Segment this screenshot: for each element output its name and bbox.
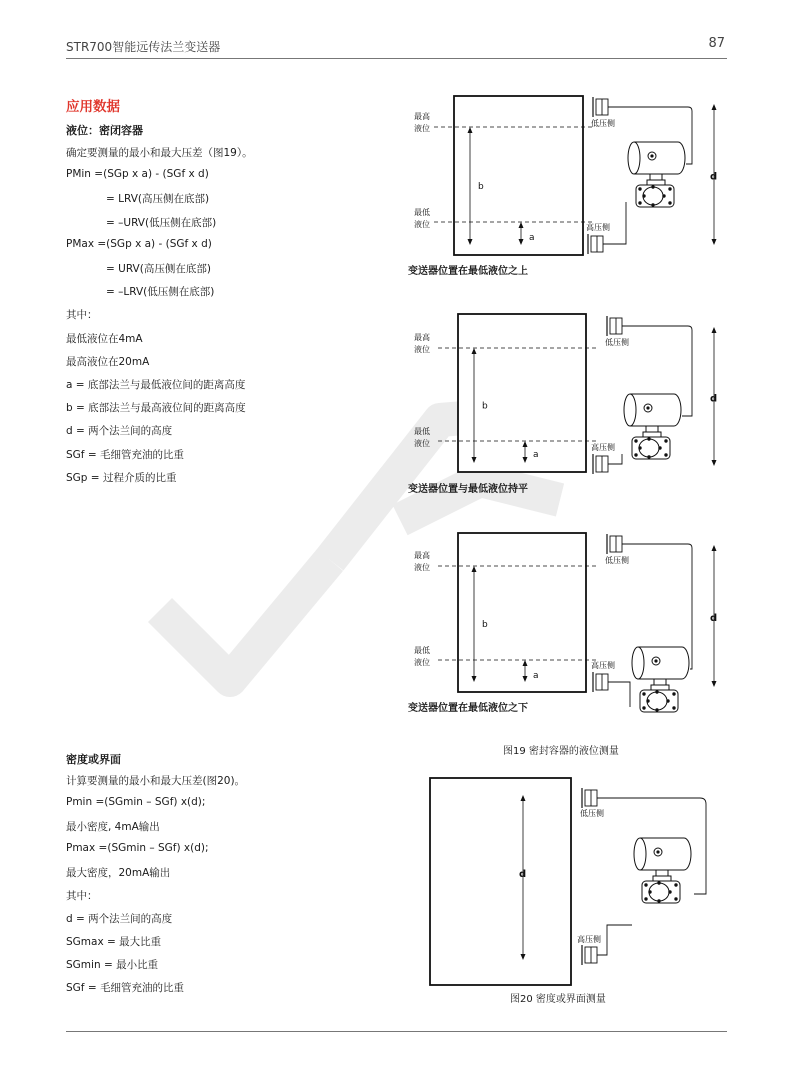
text-line: d = 两个法兰间的高度 — [66, 425, 173, 438]
b-label: b — [482, 620, 488, 630]
text-line: = –LRV(低压侧在底部) — [106, 286, 215, 299]
text-line: 计算要测量的最小和最大压差(图20)。 — [66, 775, 246, 787]
text-line: 最低液位在4mA — [66, 332, 143, 345]
density-diagram — [430, 778, 706, 985]
caption-level: 变送器位置与最低液位持平 — [408, 484, 528, 495]
a-label: a — [533, 671, 539, 681]
text-line: Pmin =(SGmin – SGf) x(d); — [66, 796, 206, 808]
caption-above: 变送器位置在最低液位之上 — [408, 266, 528, 277]
level-diagram-1 — [414, 96, 717, 255]
text-line: 最小密度, 4mA输出 — [66, 821, 160, 833]
high-side-label: 高压侧 — [586, 223, 610, 232]
vessel — [458, 533, 586, 692]
caption-below: 变送器位置在最低液位之下 — [408, 703, 528, 714]
transmitter-icon — [628, 142, 685, 207]
page-number: 87 — [708, 36, 725, 51]
text-line: b = 底部法兰与最高液位间的距离高度 — [66, 402, 246, 415]
text-line: 最高液位在20mA — [66, 355, 150, 368]
text-line: SGf = 毛细管充油的比重 — [66, 448, 184, 461]
d-label: d — [710, 393, 718, 405]
text-line: PMin =(SGp x a) - (SGf x d) — [66, 168, 209, 181]
level-diagram-3 — [414, 533, 717, 712]
text-line: SGp = 过程介质的比重 — [66, 471, 177, 484]
document-header-title: STR700智能远传法兰变送器 — [66, 40, 221, 54]
high-side-capillary — [608, 454, 622, 464]
transmitter-icon — [634, 838, 691, 903]
vessel — [454, 96, 583, 255]
text-line: Pmax =(SGmin – SGf) x(d); — [66, 842, 209, 854]
max-level-label: 最高 — [414, 333, 430, 342]
text-line: d = 两个法兰间的高度 — [66, 913, 173, 925]
figure-20-caption: 图20 密度或界面测量 — [510, 994, 606, 1005]
d-label: d — [519, 869, 527, 880]
svg-text:液位: 液位 — [414, 563, 430, 572]
text-line: 其中： — [66, 890, 98, 902]
text-line: PMax =(SGp x a) - (SGf x d) — [66, 237, 212, 250]
max-level-label: 最高 — [414, 112, 430, 121]
high-side-flange — [588, 234, 603, 254]
high-side-capillary — [608, 682, 630, 707]
b-label: b — [482, 401, 488, 412]
transmitter-icon — [632, 647, 689, 712]
low-side-label: 低压侧 — [591, 119, 615, 128]
svg-text:液位: 液位 — [414, 439, 430, 448]
d-label: d — [710, 171, 718, 183]
text-line: SGmin = 最小比重 — [66, 959, 159, 971]
high-side-label: 高压侧 — [577, 935, 601, 944]
text-line: a = 底部法兰与最低液位间的距离高度 — [66, 379, 246, 391]
text-line: 确定要测量的最小和最大压差（图19）。 — [66, 147, 253, 159]
svg-text:液位: 液位 — [414, 124, 430, 133]
high-side-label: 高压侧 — [591, 661, 615, 670]
a-label: a — [529, 233, 535, 243]
high-side-flange — [593, 454, 608, 474]
svg-text:液位: 液位 — [414, 345, 430, 354]
footer-divider — [66, 1031, 727, 1032]
text-line: = –URV(低压侧在底部) — [106, 216, 217, 229]
level-diagram-2 — [414, 314, 717, 474]
vessel — [430, 778, 571, 985]
section-title: 应用数据 — [66, 99, 120, 115]
min-level-label: 最低 — [414, 427, 430, 436]
text-line: 其中： — [66, 309, 98, 322]
high-side-label: 高压侧 — [591, 443, 615, 452]
high-side-flange — [593, 672, 608, 692]
text-line: SGf = 毛细管充油的比重 — [66, 982, 184, 994]
vessel — [458, 314, 586, 472]
sealed-vessel-subtitle: 液位：密闭容器 — [66, 124, 143, 137]
transmitter-icon — [624, 394, 681, 459]
max-level-label: 最高 — [414, 551, 430, 560]
high-side-capillary — [597, 925, 632, 955]
low-side-flange — [593, 97, 608, 117]
high-side-flange — [582, 945, 597, 965]
a-label: a — [533, 450, 539, 460]
low-side-label: 低压侧 — [580, 809, 604, 818]
text-line: 最大密度，20mA输出 — [66, 867, 171, 879]
d-label: d — [710, 613, 718, 624]
min-level-label: 最低 — [414, 646, 430, 655]
density-subtitle: 密度或界面 — [66, 753, 121, 766]
min-level-label: 最低 — [414, 208, 430, 217]
text-line: = URV(高压侧在底部) — [106, 263, 211, 275]
figure-19-caption: 图19 密封容器的液位测量 — [503, 746, 619, 757]
low-side-label: 低压侧 — [605, 338, 629, 347]
b-label: b — [478, 182, 484, 192]
svg-text:液位: 液位 — [414, 658, 430, 667]
low-side-flange — [607, 316, 622, 336]
svg-text:液位: 液位 — [414, 220, 430, 229]
low-side-flange — [607, 534, 622, 554]
low-side-label: 低压侧 — [605, 556, 629, 565]
low-side-flange — [582, 788, 597, 808]
text-line: = LRV(高压侧在底部) — [106, 193, 210, 206]
text-line: SGmax = 最大比重 — [66, 936, 162, 948]
